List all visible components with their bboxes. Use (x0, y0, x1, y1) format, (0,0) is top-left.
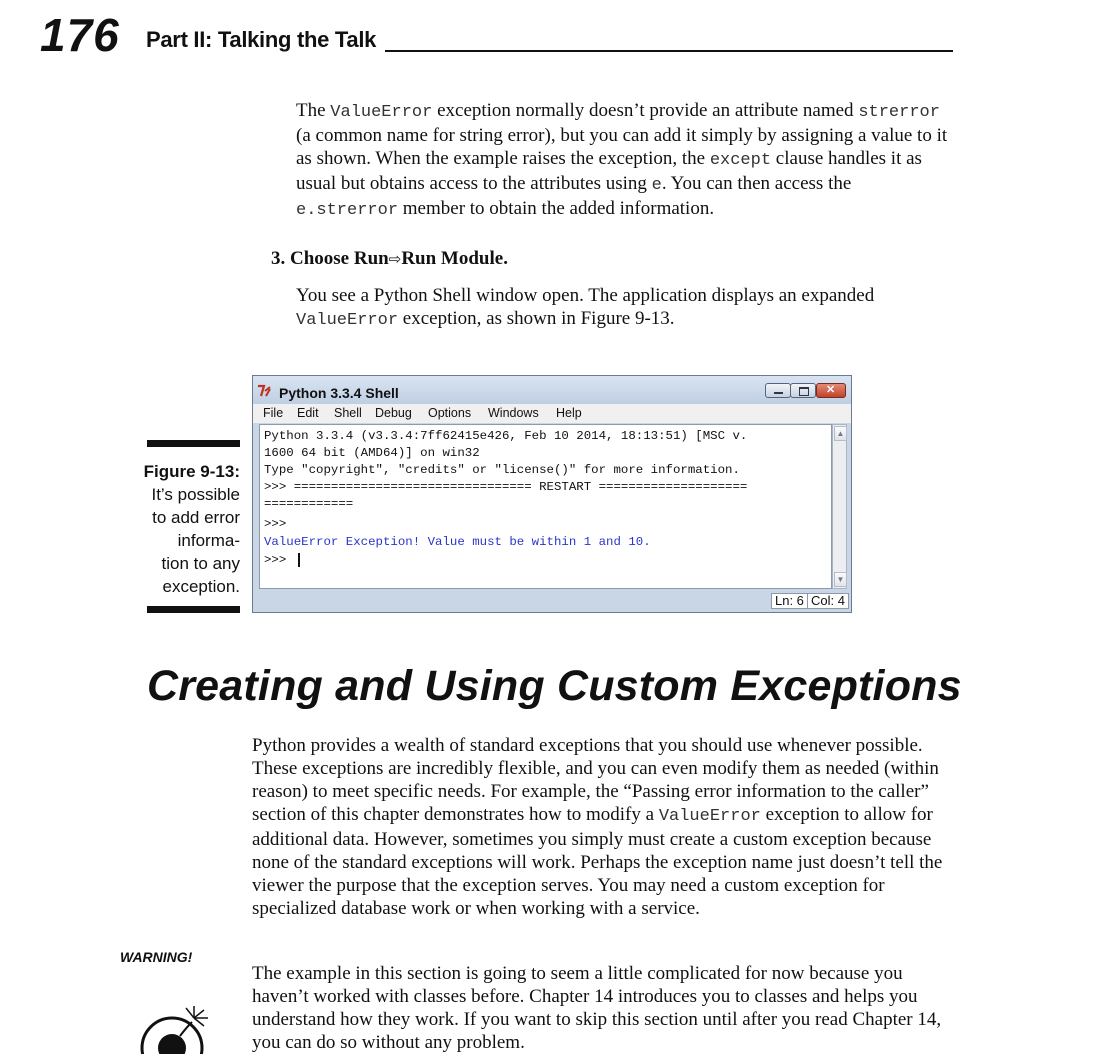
text-cursor (298, 553, 300, 567)
shell-prompt: >>> (264, 553, 294, 567)
menu-debug[interactable]: Debug (375, 406, 412, 420)
caption-line: It’s possible (151, 485, 240, 504)
shell-line: Type "copyright", "credits" or "license()" for more information. (264, 463, 740, 477)
caption-rule-bottom (147, 606, 240, 613)
text: Python provides a wealth of standard exceptions that you should use whenever possible. These exceptions are incredibly flexible, and you can even modify them as needed (within reason) to meet specific needs. For example, the “Passing error information to the caller” section of this chapter demonstrates how to modify a (252, 735, 939, 825)
step-text: Run Module. (401, 248, 508, 269)
text: clause handles it as usual but obtains access to the attributes using (296, 148, 922, 194)
status-bar (253, 590, 851, 612)
menu-help[interactable]: Help (556, 406, 582, 420)
python-idle-icon (257, 385, 271, 397)
code-valueerror: ValueError (330, 103, 433, 122)
code-strerror: strerror (858, 103, 940, 122)
text: exception, as shown in Figure 9-13. (398, 308, 675, 329)
title-bar[interactable] (253, 376, 851, 404)
scroll-down-icon[interactable]: ▼ (834, 572, 847, 587)
vertical-scrollbar[interactable] (832, 424, 847, 589)
caption-line: exception. (162, 577, 240, 596)
step-3 (271, 248, 508, 270)
close-button[interactable] (816, 383, 846, 398)
menu-options[interactable]: Options (428, 406, 472, 420)
shell-line: 1600 64 bit (AMD64)] on win32 (264, 446, 480, 460)
part-title: Part II: Talking the Talk (146, 27, 377, 52)
python-shell-window (252, 375, 852, 613)
caption-line: informa- (177, 531, 240, 550)
caption-line: tion to any (161, 554, 240, 573)
caption-rule-top (147, 440, 240, 447)
shell-error-output: ValueError Exception! Value must be within 1 and 10. (264, 535, 651, 549)
menu-edit[interactable]: Edit (297, 406, 319, 420)
menu-windows[interactable]: Windows (488, 406, 539, 420)
caption-line: to add error (152, 508, 240, 527)
code-e: e (651, 176, 662, 195)
paragraph-warning (252, 962, 962, 1054)
menu-arrow-icon: ⇨ (388, 250, 402, 268)
code-valueerror: ValueError (296, 311, 399, 330)
maximize-button[interactable] (790, 383, 816, 398)
code-valueerror: ValueError (658, 807, 761, 826)
status-column: Col: 4 (807, 593, 849, 609)
menu-file[interactable]: File (263, 406, 284, 420)
scroll-up-icon[interactable]: ▲ (834, 426, 847, 441)
step-text: Choose Run (290, 248, 389, 269)
paragraph-shell-output (296, 284, 956, 332)
shell-text-area[interactable] (259, 424, 832, 589)
paragraph-custom-exceptions (252, 734, 962, 920)
page-number: 176 (40, 9, 120, 61)
text: exception normally doesn’t provide an attribute named (432, 100, 859, 121)
window-title: Python 3.3.4 Shell (279, 385, 399, 401)
warning-label: WARNING! (120, 949, 193, 965)
menu-shell[interactable]: Shell (334, 406, 362, 420)
status-line: Ln: 6 (771, 593, 808, 609)
header-rule (385, 50, 953, 52)
paragraph-strerror (296, 99, 956, 222)
text: You see a Python Shell window open. The application displays an expanded (296, 285, 875, 306)
shell-line: >>> ================================ RESTART ==================== (264, 480, 748, 494)
figure-label: Figure 9-13: (143, 462, 240, 481)
code-except: except (709, 151, 772, 170)
text: exception to allow for additional data. However, sometimes you simply must create a custom exception because none of the standard exceptions will work. Perhaps the exception name just doesn’t tell the viewer the purpose that the exception serves. You may need a custom exception for specialized database work or when working with a service. (252, 804, 943, 919)
minimize-button[interactable] (765, 383, 791, 398)
text: . You can then access the (661, 173, 852, 194)
shell-line: ============ (264, 497, 354, 511)
step-number: 3. (271, 248, 286, 269)
warning-bomb-icon (120, 949, 220, 1053)
text: member to obtain the added information. (398, 198, 715, 219)
text: The example in this section is going to seem a little complicated for now because you haven’t worked with classes before. Chapter 14 introduces you to classes and helps you understand how they work. If you want to skip this section until after you read Chapter 14, you can do so without any problem. (252, 963, 942, 1053)
section-heading: Creating and Using Custom Exceptions (147, 662, 962, 710)
code-e-strerror: e.strerror (296, 201, 399, 220)
text: The (296, 100, 331, 121)
text: (a common name for string error), but you can add it simply by assigning a value to it as shown. When the example raises the exception, the (296, 125, 948, 169)
shell-line: Python 3.3.4 (v3.3.4:7ff62415e426, Feb 10 2014, 18:13:51) [MSC v. (264, 429, 748, 443)
shell-prompt: >>> (264, 517, 287, 531)
menu-bar (253, 404, 851, 423)
figure-caption (130, 460, 240, 598)
